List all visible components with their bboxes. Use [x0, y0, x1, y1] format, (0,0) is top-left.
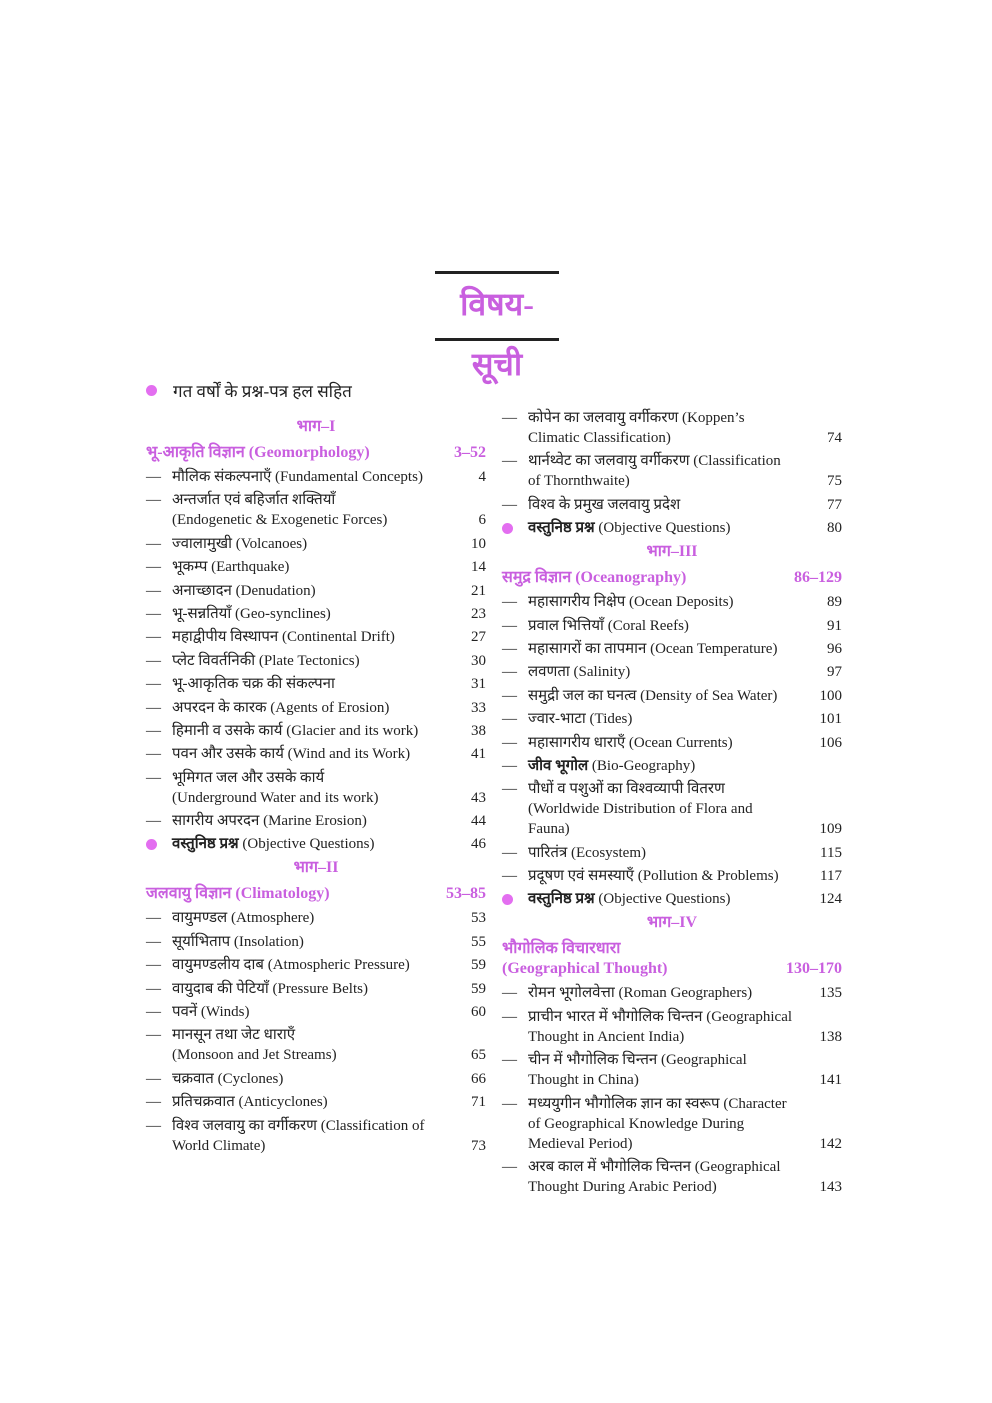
toc-entry-objective — [502, 889, 842, 909]
entry-page: 65 — [471, 1047, 486, 1064]
entry-title: प्रतिचक्रवात (Anticyclones) — [172, 1094, 328, 1111]
toc-entry — [146, 674, 486, 694]
entry-page: 117 — [820, 868, 842, 885]
entry-page: 21 — [471, 582, 486, 599]
dash-marker: — — [146, 933, 161, 950]
entry-title: ज्वार-भाटा (Tides) — [528, 711, 633, 728]
toc-entry — [502, 1050, 842, 1090]
dash-marker: — — [502, 844, 517, 861]
dash-marker: — — [502, 757, 517, 774]
entry-title: पौधों व पशुओं का विश्वव्यापी वितरण (Worldwide Distribution of Flora and Fauna) — [528, 781, 753, 838]
toc-entry — [146, 1002, 486, 1022]
toc-entry — [146, 557, 486, 577]
dash-marker: — — [502, 410, 517, 426]
toc-entry — [146, 979, 486, 999]
bullet-dot-icon — [502, 523, 513, 534]
entry-page: 33 — [471, 699, 486, 716]
dash-marker: — — [146, 1117, 161, 1134]
dash-marker: — — [502, 868, 517, 885]
entry-page: 46 — [471, 836, 486, 853]
section-heading — [502, 568, 842, 588]
entry-title: वायुदाब की पेटियाँ (Pressure Belts) — [172, 980, 368, 997]
dash-marker: — — [146, 492, 161, 509]
toc-entry — [146, 534, 486, 554]
entry-page: 60 — [471, 1004, 486, 1021]
entry-title: भूमिगत जल और उसके कार्य (Underground Water and its work) — [172, 769, 379, 806]
entry-title: विश्व जलवायु का वर्गीकरण (Classification of World Climate) — [172, 1117, 425, 1154]
entry-page: 106 — [819, 734, 842, 751]
entry-title: जीव भूगोल (Bio-Geography) — [528, 757, 696, 774]
section-title: (Geographical Thought) — [502, 960, 668, 978]
toc-entry — [146, 811, 486, 831]
entry-title: वस्तुनिष्ठ प्रश्न (Objective Questions) — [528, 520, 731, 537]
entry-title: ज्वालामुखी (Volcanoes) — [172, 535, 308, 552]
toc-entry-objective — [502, 518, 842, 538]
section-title: जलवायु विज्ञान (Climatology) — [146, 885, 330, 903]
toc-entry — [146, 721, 486, 741]
toc-entry — [146, 744, 486, 764]
section-heading — [502, 939, 842, 959]
part-heading: भाग–II — [293, 859, 339, 877]
entry-title: अपरदन के कारक (Agents of Erosion) — [172, 699, 390, 716]
toc-entry — [146, 768, 486, 808]
entry-page: 6 — [478, 512, 486, 529]
dash-marker: — — [146, 629, 161, 646]
dash-marker: — — [502, 640, 517, 657]
bullet-dot-icon — [146, 385, 157, 396]
entry-page: 4 — [478, 469, 486, 485]
dash-marker: — — [146, 699, 161, 716]
dash-marker: — — [146, 910, 161, 927]
entry-page: 141 — [819, 1072, 842, 1089]
entry-title: चक्रवात (Cyclones) — [172, 1070, 284, 1087]
entry-title: भूकम्प (Earthquake) — [172, 559, 290, 576]
dash-marker: — — [146, 746, 161, 763]
entry-title: पवनें (Winds) — [172, 1004, 250, 1021]
section-pages: 53–85 — [446, 885, 486, 903]
entry-page: 53 — [471, 910, 486, 927]
toc-entry — [502, 686, 842, 706]
entry-page: 143 — [819, 1179, 842, 1196]
section-title: समुद्र विज्ञान (Oceanography) — [502, 569, 687, 587]
dash-marker: — — [146, 1070, 161, 1087]
dash-marker: — — [146, 1094, 161, 1111]
entry-title: विश्व के प्रमुख जलवायु प्रदेश — [528, 496, 681, 513]
toc-entry — [146, 1069, 486, 1089]
entry-title: सूर्याभिताप (Insolation) — [172, 933, 304, 950]
toc-entry — [146, 467, 486, 487]
dash-marker: — — [502, 687, 517, 704]
toc-right-column — [502, 408, 842, 1200]
dash-marker: — — [146, 957, 161, 974]
entry-page: 31 — [471, 676, 486, 693]
toc-entry — [502, 779, 842, 839]
section-heading — [502, 959, 842, 979]
entry-title: समुद्री जल का घनत्व (Density of Sea Water) — [528, 687, 778, 704]
dash-marker: — — [146, 769, 161, 786]
entry-page: 55 — [471, 933, 486, 950]
entry-title: चीन में भौगोलिक चिन्तन (Geographical Thought in China) — [528, 1052, 747, 1089]
dash-marker: — — [146, 676, 161, 693]
dash-marker: — — [146, 652, 161, 669]
entry-title: रोमन भूगोलवेत्ता (Roman Geographers) — [528, 985, 753, 1002]
dash-marker: — — [502, 734, 517, 751]
part-heading: भाग–I — [296, 418, 336, 435]
toc-entry — [146, 932, 486, 952]
dash-marker: — — [146, 535, 161, 552]
entry-page: 135 — [819, 985, 842, 1002]
toc-entry — [146, 490, 486, 530]
bullet-dot-icon — [146, 839, 157, 850]
toc-entry — [146, 698, 486, 718]
page-title: विषय-सूची — [460, 286, 534, 382]
entry-page: 10 — [471, 535, 486, 552]
toc-entry — [502, 451, 842, 491]
section-heading — [146, 884, 486, 904]
dash-marker: — — [502, 985, 517, 1002]
entry-page: 124 — [819, 891, 842, 908]
entry-title: भू-आकृतिक चक्र की संकल्पना — [172, 676, 335, 693]
entry-title: वायुमण्डल (Atmosphere) — [172, 910, 315, 927]
dash-marker: — — [502, 1052, 517, 1069]
bullet-dot-icon — [502, 894, 513, 905]
dash-marker: — — [502, 594, 517, 611]
dash-marker: — — [146, 722, 161, 739]
section-pages: 86–129 — [794, 569, 842, 587]
entry-title: प्रवाल भित्तियाँ (Coral Reefs) — [528, 617, 689, 634]
toc-entry — [146, 1025, 486, 1065]
entry-page: 66 — [471, 1070, 486, 1087]
dash-marker: — — [146, 469, 161, 485]
dash-marker: — — [146, 980, 161, 997]
entry-title: वस्तुनिष्ठ प्रश्न (Objective Questions) — [172, 836, 375, 853]
section-title: भौगोलिक विचारधारा — [502, 940, 621, 958]
entry-page: 73 — [471, 1137, 486, 1154]
entry-bold-label: वस्तुनिष्ठ प्रश्न — [528, 520, 595, 537]
entry-title: अनाच्छादन (Denudation) — [172, 582, 316, 599]
entry-title: सागरीय अपरदन (Marine Erosion) — [172, 813, 367, 830]
entry-page: 14 — [471, 559, 486, 576]
toc-entry — [502, 983, 842, 1003]
entry-title: पवन और उसके कार्य (Wind and its Work) — [172, 746, 411, 763]
entry-page: 38 — [471, 722, 486, 739]
toc-entry — [146, 604, 486, 624]
entry-title: वस्तुनिष्ठ प्रश्न (Objective Questions) — [528, 891, 731, 908]
dash-marker: — — [502, 1159, 517, 1176]
section-heading — [146, 443, 486, 463]
entry-page: 77 — [827, 496, 842, 513]
entry-page: 23 — [471, 605, 486, 622]
toc-entry-objective — [146, 834, 486, 854]
part-heading: भाग–III — [646, 543, 698, 561]
dash-marker: — — [502, 1008, 517, 1025]
toc-entry — [502, 733, 842, 753]
intro-text: गत वर्षों के प्रश्न-पत्र हल सहित — [173, 382, 352, 401]
toc-entry — [502, 1157, 842, 1197]
dash-marker: — — [146, 559, 161, 576]
dash-marker: — — [146, 1004, 161, 1021]
entry-page: 89 — [827, 594, 842, 611]
toc-entry — [502, 709, 842, 729]
toc-entry — [502, 866, 842, 886]
entry-title: महासागरीय धाराएँ (Ocean Currents) — [528, 734, 733, 751]
toc-entry — [502, 639, 842, 659]
toc-entry — [502, 662, 842, 682]
part-heading: भाग–IV — [646, 914, 698, 932]
entry-title: मौलिक संकल्पनाएँ (Fundamental Concepts) — [172, 469, 423, 485]
toc-title-block — [435, 271, 559, 382]
toc-entry — [146, 1092, 486, 1112]
dash-marker: — — [146, 582, 161, 599]
entry-title: लवणता (Salinity) — [528, 664, 631, 681]
entry-title: कोपेन का जलवायु वर्गीकरण (Koppen’s Climatic Classification) — [528, 410, 745, 446]
toc-entry — [502, 1094, 842, 1154]
entry-page: 27 — [471, 629, 486, 646]
entry-title: हिमानी व उसके कार्य (Glacier and its work) — [172, 722, 419, 739]
toc-entry — [146, 581, 486, 601]
entry-title: भू-सन्नतियाँ (Geo-synclines) — [172, 605, 331, 622]
entry-title: महासागरीय निक्षेप (Ocean Deposits) — [528, 594, 734, 611]
toc-left-column — [146, 413, 486, 1159]
entry-title: मानसून तथा जेट धाराएँ (Monsoon and Jet Streams) — [172, 1027, 337, 1064]
dash-marker: — — [502, 1095, 517, 1112]
entry-bold-label: वस्तुनिष्ठ प्रश्न — [172, 836, 239, 853]
entry-title: महासागरों का तापमान (Ocean Temperature) — [528, 640, 778, 657]
dash-marker: — — [146, 605, 161, 622]
entry-page: 44 — [471, 813, 486, 830]
entry-title: अन्तर्जात एवं बहिर्जात शक्तियाँ (Endogenetic & Exogenetic Forces) — [172, 492, 388, 529]
entry-title: प्राचीन भारत में भौगोलिक चिन्तन (Geographical Thought in Ancient India) — [528, 1008, 793, 1045]
toc-entry — [502, 756, 842, 776]
dash-marker: — — [502, 781, 517, 798]
toc-entry — [146, 627, 486, 647]
toc-entry — [146, 651, 486, 671]
entry-title: महाद्वीपीय विस्थापन (Continental Drift) — [172, 629, 395, 646]
entry-page: 59 — [471, 980, 486, 997]
toc-entry — [146, 908, 486, 928]
entry-page: 138 — [819, 1028, 842, 1045]
dash-marker: — — [502, 453, 517, 470]
entry-page: 115 — [820, 844, 842, 861]
dash-marker: — — [502, 711, 517, 728]
section-pages: 3–52 — [454, 444, 486, 461]
entry-page: 71 — [471, 1094, 486, 1111]
entry-bold-label: वस्तुनिष्ठ प्रश्न — [528, 891, 595, 908]
entry-page: 43 — [471, 789, 486, 806]
section-pages: 130–170 — [786, 960, 842, 978]
entry-page: 80 — [827, 520, 842, 537]
dash-marker: — — [502, 617, 517, 634]
entry-page: 142 — [819, 1135, 842, 1152]
dash-marker: — — [502, 496, 517, 513]
toc-entry — [502, 495, 842, 515]
entry-page: 109 — [819, 821, 842, 838]
entry-page: 100 — [819, 687, 842, 704]
entry-title: प्लेट विवर्तनिकी (Plate Tectonics) — [172, 652, 360, 669]
entry-page: 101 — [819, 711, 842, 728]
entry-page: 41 — [471, 746, 486, 763]
toc-entry — [502, 592, 842, 612]
entry-title: प्रदूषण एवं समस्याएँ (Pollution & Problems) — [528, 868, 779, 885]
entry-title: वायुमण्डलीय दाब (Atmospheric Pressure) — [172, 957, 410, 974]
entry-page: 97 — [827, 664, 842, 681]
dash-marker: — — [502, 664, 517, 681]
entry-page: 30 — [471, 652, 486, 669]
dash-marker: — — [146, 813, 161, 830]
intro-line — [146, 379, 352, 402]
entry-title: अरब काल में भौगोलिक चिन्तन (Geographical Thought During Arabic Period) — [528, 1159, 781, 1196]
dash-marker: — — [146, 1027, 161, 1044]
entry-page: 59 — [471, 957, 486, 974]
entry-title: मध्ययुगीन भौगोलिक ज्ञान का स्वरूप (Character of Geographical Knowledge During Medieval Period) — [528, 1095, 787, 1152]
toc-entry — [502, 616, 842, 636]
entry-page: 91 — [827, 617, 842, 634]
entry-page: 96 — [827, 640, 842, 657]
section-title: भू-आकृति विज्ञान (Geomorphology) — [146, 444, 370, 461]
entry-title: थार्नथ्वेट का जलवायु वर्गीकरण (Classification of Thornthwaite) — [528, 453, 781, 490]
toc-entry — [146, 955, 486, 975]
toc-entry — [502, 408, 842, 448]
entry-page: 74 — [827, 430, 842, 446]
entry-title: पारितंत्र (Ecosystem) — [528, 844, 646, 861]
toc-entry — [502, 1007, 842, 1047]
entry-page: 75 — [827, 473, 842, 490]
toc-entry — [146, 1116, 486, 1156]
toc-entry — [502, 843, 842, 863]
entry-bold-label: जीव भूगोल — [528, 757, 589, 774]
